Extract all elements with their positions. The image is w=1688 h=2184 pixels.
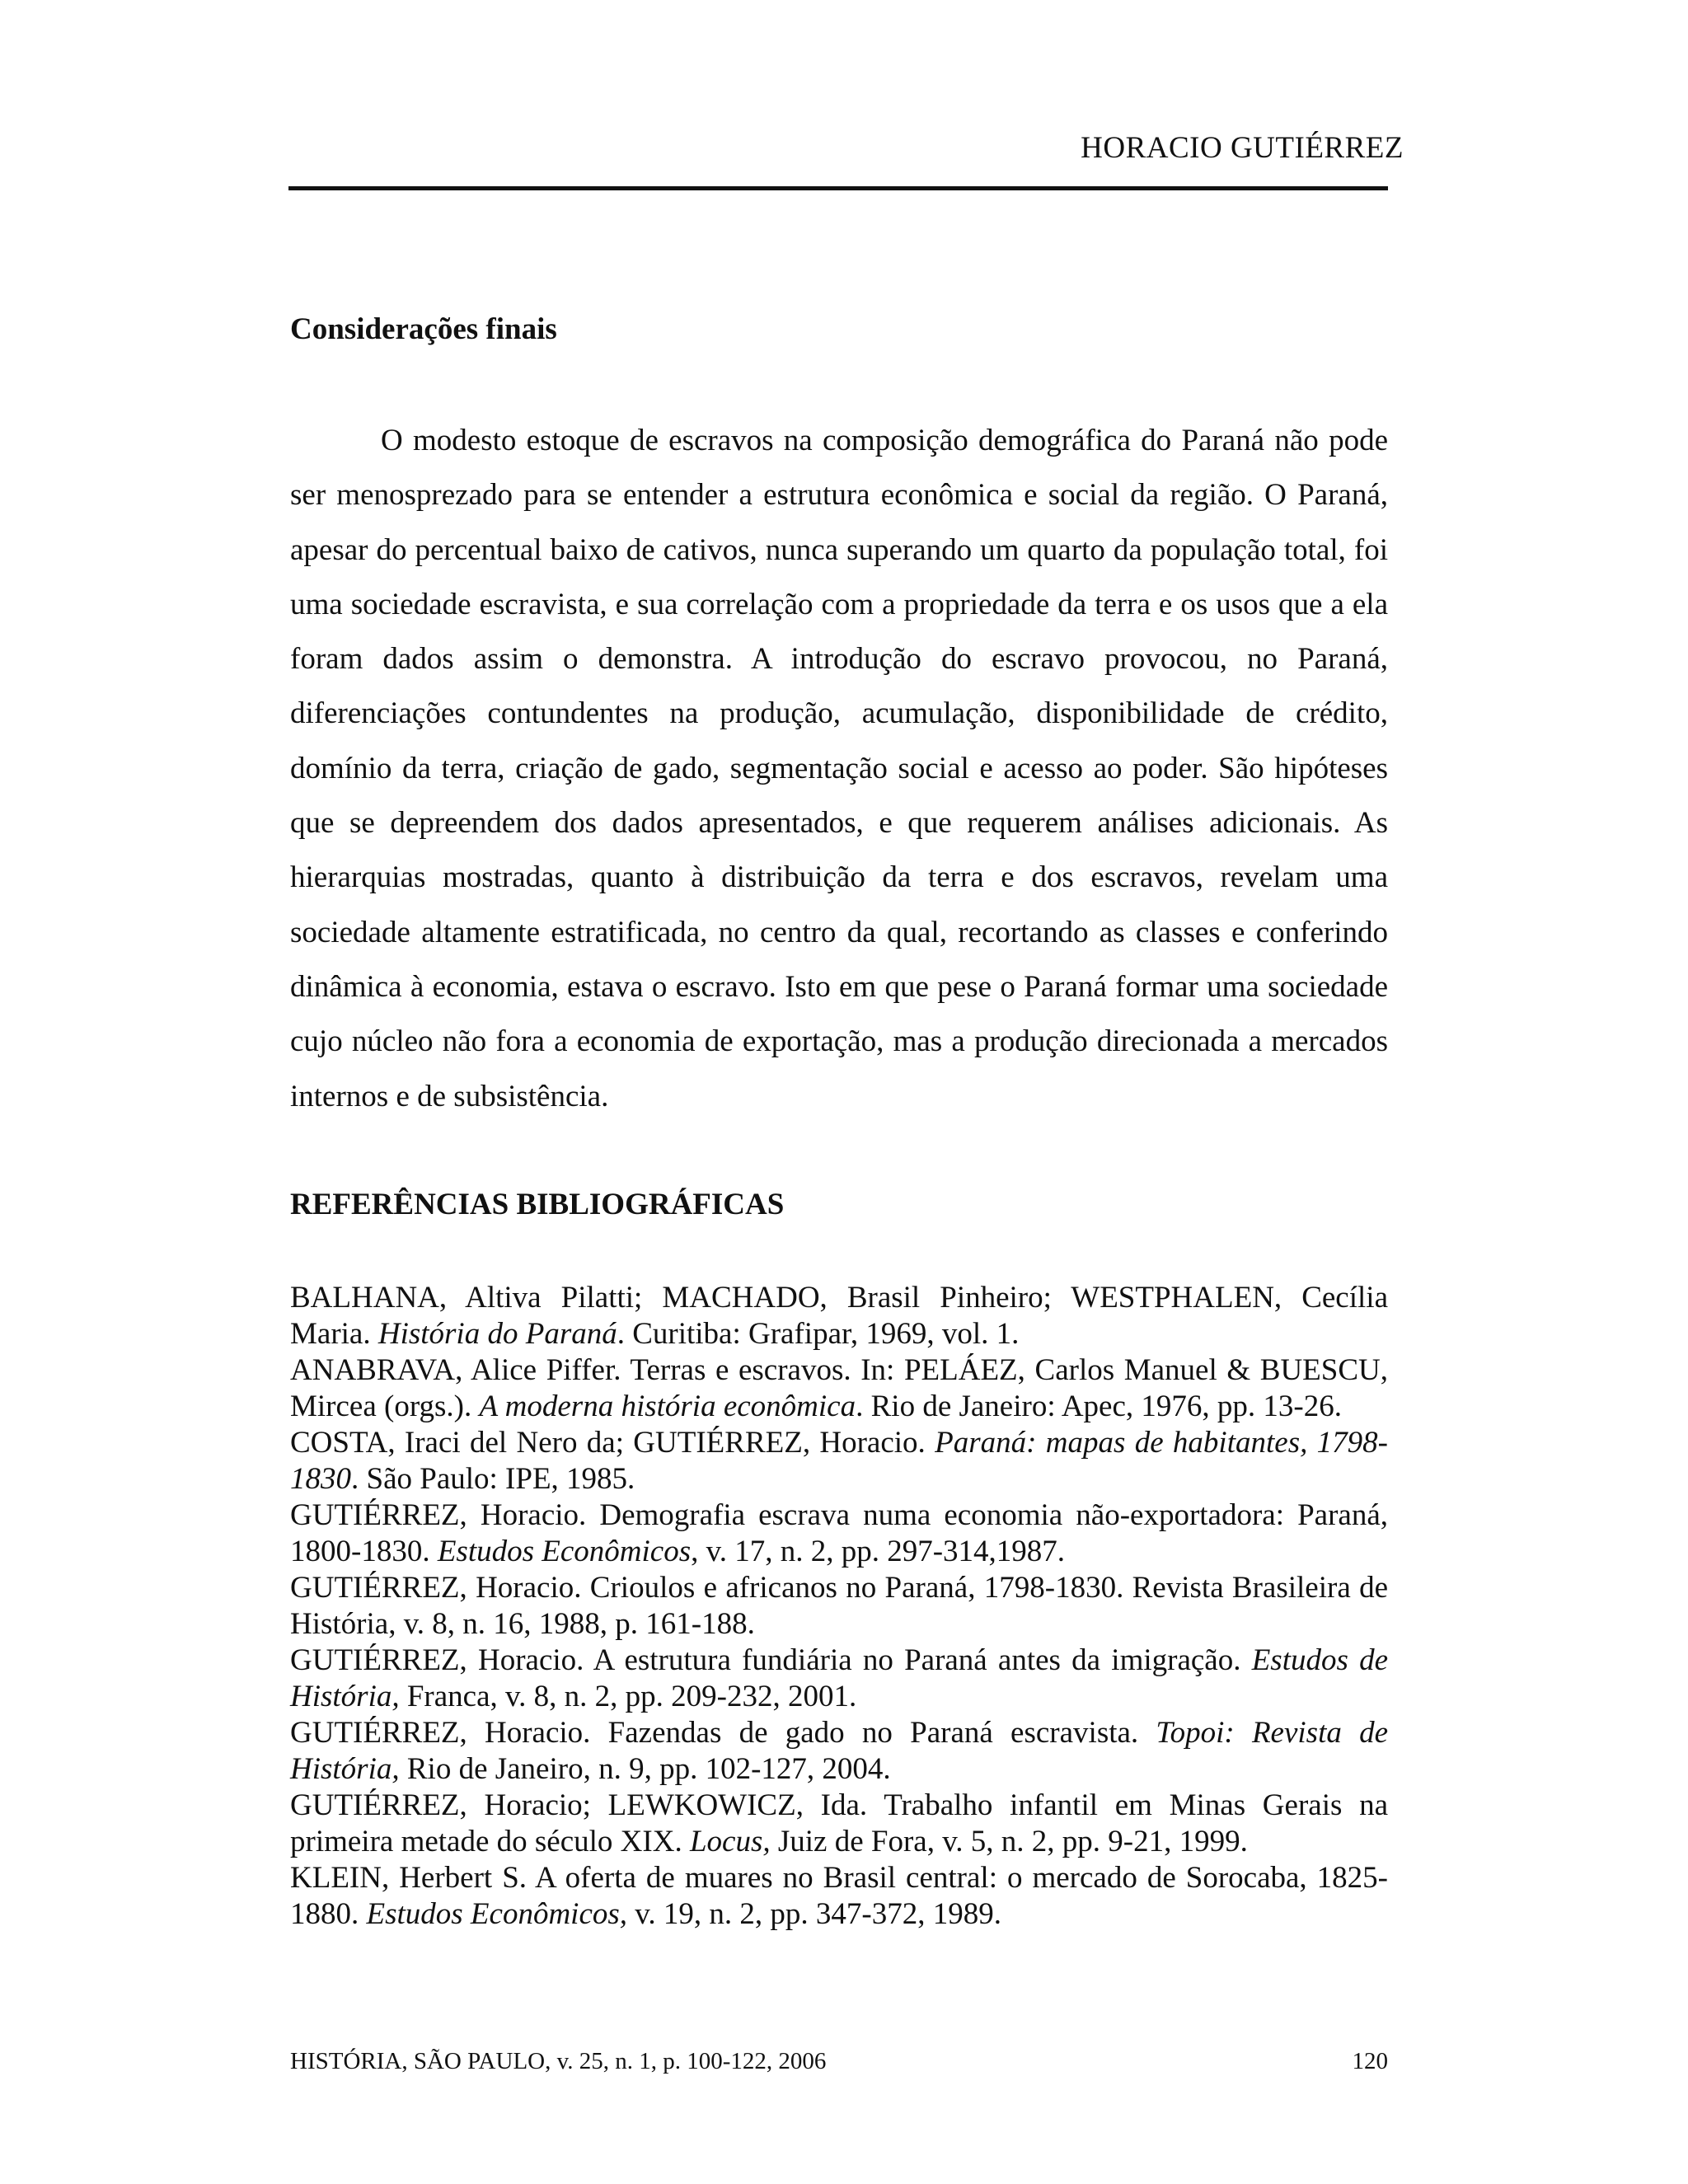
reference-entry: GUTIÉRREZ, Horacio. Crioulos e africanos no Paraná, 1798-1830. Revista Brasileira de História, v. 8, n. 16, 1988, p. 161-188. [290,1571,1388,1641]
reference-entry: GUTIÉRREZ, Horacio; LEWKOWICZ, Ida. Trabalho infantil em Minas Gerais na primeira metade do século XIX. Locus, Juiz de Fora, v. 5, n. 2, pp. 9-21, 1999. [290,1788,1388,1858]
reference-entry: ANABRAVA, Alice Piffer. Terras e escravos. In: PELÁEZ, Carlos Manuel & BUESCU, Mircea (orgs.). A moderna história econômica. Rio de Janeiro: Apec, 1976, pp. 13-26. [290,1353,1388,1423]
references-title: REFERÊNCIAS BIBLIOGRÁFICAS [290,1188,785,1221]
running-head: HORACIO GUTIÉRREZ [1081,131,1404,165]
section-title: Considerações finais [290,312,557,346]
header-rule [288,186,1388,190]
reference-entry: COSTA, Iraci del Nero da; GUTIÉRREZ, Horacio. Paraná: mapas de habitantes, 1798-1830. São Paulo: IPE, 1985. [290,1426,1388,1496]
reference-entry: KLEIN, Herbert S. A oferta de muares no Brasil central: o mercado de Sorocaba, 1825-1880. Estudos Econômicos, v. 19, n. 2, pp. 347-372, 1989. [290,1861,1388,1931]
page-number: 120 [1352,2048,1388,2074]
body-paragraph: O modesto estoque de escravos na composição demográfica do Paraná não pode ser menosprezado para se entender a estrutura econômica e social da região. O Paraná, apesar do percentual baixo de cativos, nunca superando um quarto da população total, foi uma sociedade escravista, e sua correlação com a propriedade da terra e os usos que a ela foram dados assim o demonstra. A introdução do escravo provocou, no Paraná, diferenciações contundentes na produção, acumulação, disponibilidade de crédito, domínio da terra, criação de gado, segmentação social e acesso ao poder. São hipóteses que se depreendem dos dados apresentados, e que requerem análises adicionais. As hierarquias mostradas, quanto à distribuição da terra e dos escravos, revelam uma sociedade altamente estratificada, no centro da qual, recortando as classes e conferindo dinâmica à economia, estava o escravo. Isto em que pese o Paraná formar uma sociedade cujo núcleo não fora a economia de exportação, mas a produção direcionada a mercados internos e de subsistência. [290,424,1388,1113]
reference-entry: GUTIÉRREZ, Horacio. A estrutura fundiária no Paraná antes da imigração. Estudos de História, Franca, v. 8, n. 2, pp. 209-232, 2001. [290,1643,1388,1713]
reference-entry: GUTIÉRREZ, Horacio. Fazendas de gado no Paraná escravista. Topoi: Revista de História, Rio de Janeiro, n. 9, pp. 102-127, 2004. [290,1716,1389,1786]
reference-entry: GUTIÉRREZ, Horacio. Demografia escrava numa economia não-exportadora: Paraná, 1800-1830. Estudos Econômicos, v. 17, n. 2, pp. 297-314,1987. [290,1498,1388,1568]
reference-entry: BALHANA, Altiva Pilatti; MACHADO, Brasil Pinheiro; WESTPHALEN, Cecília Maria. História do Paraná. Curitiba: Grafipar, 1969, vol. 1. [290,1281,1388,1351]
footer-citation: HISTÓRIA, SÃO PAULO, v. 25, n. 1, p. 100-122, 2006 [290,2048,827,2074]
references-list [290,1280,1388,1933]
